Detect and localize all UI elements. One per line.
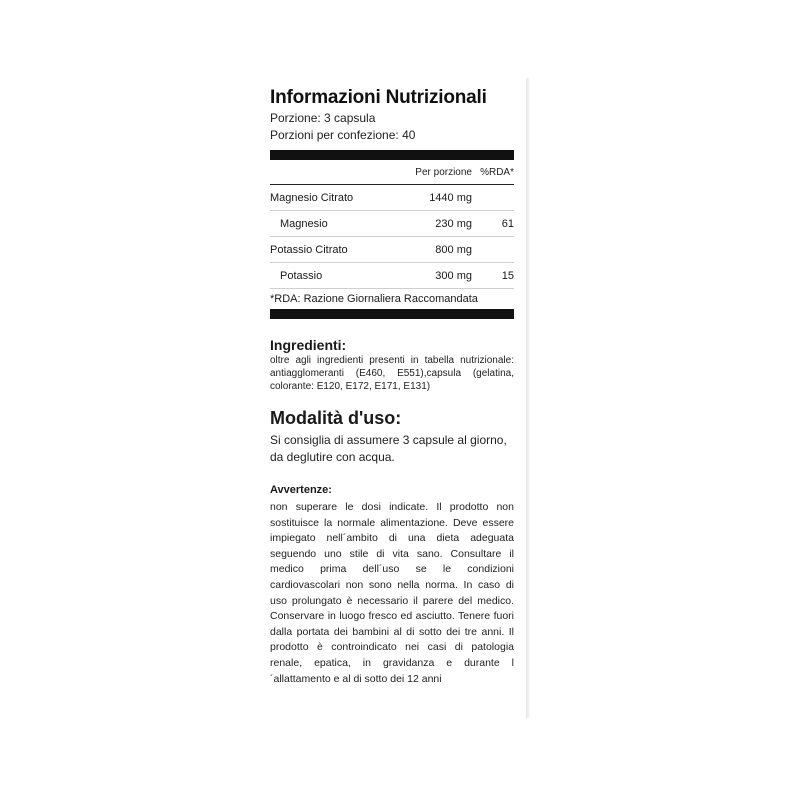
- nutrient-name: Potassio: [280, 269, 323, 282]
- nutrition-title: Informazioni Nutrizionali: [270, 87, 487, 108]
- servings-per-pack: Porzioni per confezione: 40: [270, 128, 416, 142]
- thick-divider-bottom: [270, 309, 514, 319]
- nutrient-rda: 61: [501, 217, 514, 230]
- nutrient-amount: 800 mg: [435, 243, 472, 256]
- nutrition-label-panel: [270, 86, 514, 687]
- ingredients-heading: Ingredienti:: [270, 337, 347, 353]
- rda-footnote: *RDA: Razione Giornaliera Raccomandata: [270, 293, 478, 305]
- nutrient-amount: 1440 mg: [429, 191, 472, 204]
- thick-divider-top: [270, 150, 514, 160]
- usage-heading: Modalità d'uso:: [270, 408, 402, 428]
- table-row: [270, 211, 514, 237]
- table-row: [270, 263, 514, 289]
- nutrient-name: Magnesio Citrato: [270, 191, 354, 204]
- warnings-heading: Avvertenze:: [270, 484, 332, 496]
- serving-size: Porzione: 3 capsula: [270, 111, 376, 125]
- nutrient-amount: 230 mg: [435, 217, 472, 230]
- nutrient-rda: 15: [501, 269, 514, 282]
- usage-text: Si consiglia di assumere 3 capsule al giorno, da deglutire con acqua.: [270, 433, 507, 464]
- nutrient-amount: 300 mg: [435, 269, 472, 282]
- header-rda: %RDA*: [480, 166, 514, 178]
- warnings-text: non superare le dosi indicate. Il prodotto non sostituisce la normale alimentazione. Deve essere impiegato nell´ambito di una dieta adeguata seguendo uno stile di vita sano. Consultare il medico prima dell´uso se le condizioni cardiovascolari non sono nella norma. In caso di uso prolungato è necessario il parere del medico. Conservare in luogo fresco ed asciutto. Tenere fuori dalla portata dei bambini al di sotto dei tre anni. Il prodotto è controindicato nei casi di patologia renale, epatica, in gravidanza e durante l´allattamento e al di sotto dei 12 anni: [270, 501, 514, 685]
- nutrition-table-header: [270, 160, 514, 185]
- nutrient-name: Potassio Citrato: [270, 243, 348, 256]
- panel-edge-shadow: [526, 78, 530, 718]
- header-per-serving: Per porzione: [415, 166, 472, 178]
- nutrient-name: Magnesio: [280, 217, 328, 230]
- table-row: [270, 185, 514, 211]
- ingredients-text: oltre agli ingredienti presenti in tabella nutrizionale: antiagglomeranti (E460, E551),capsula (gelatina, colorante: E120, E172, E171, E131): [270, 355, 514, 392]
- table-row: [270, 237, 514, 263]
